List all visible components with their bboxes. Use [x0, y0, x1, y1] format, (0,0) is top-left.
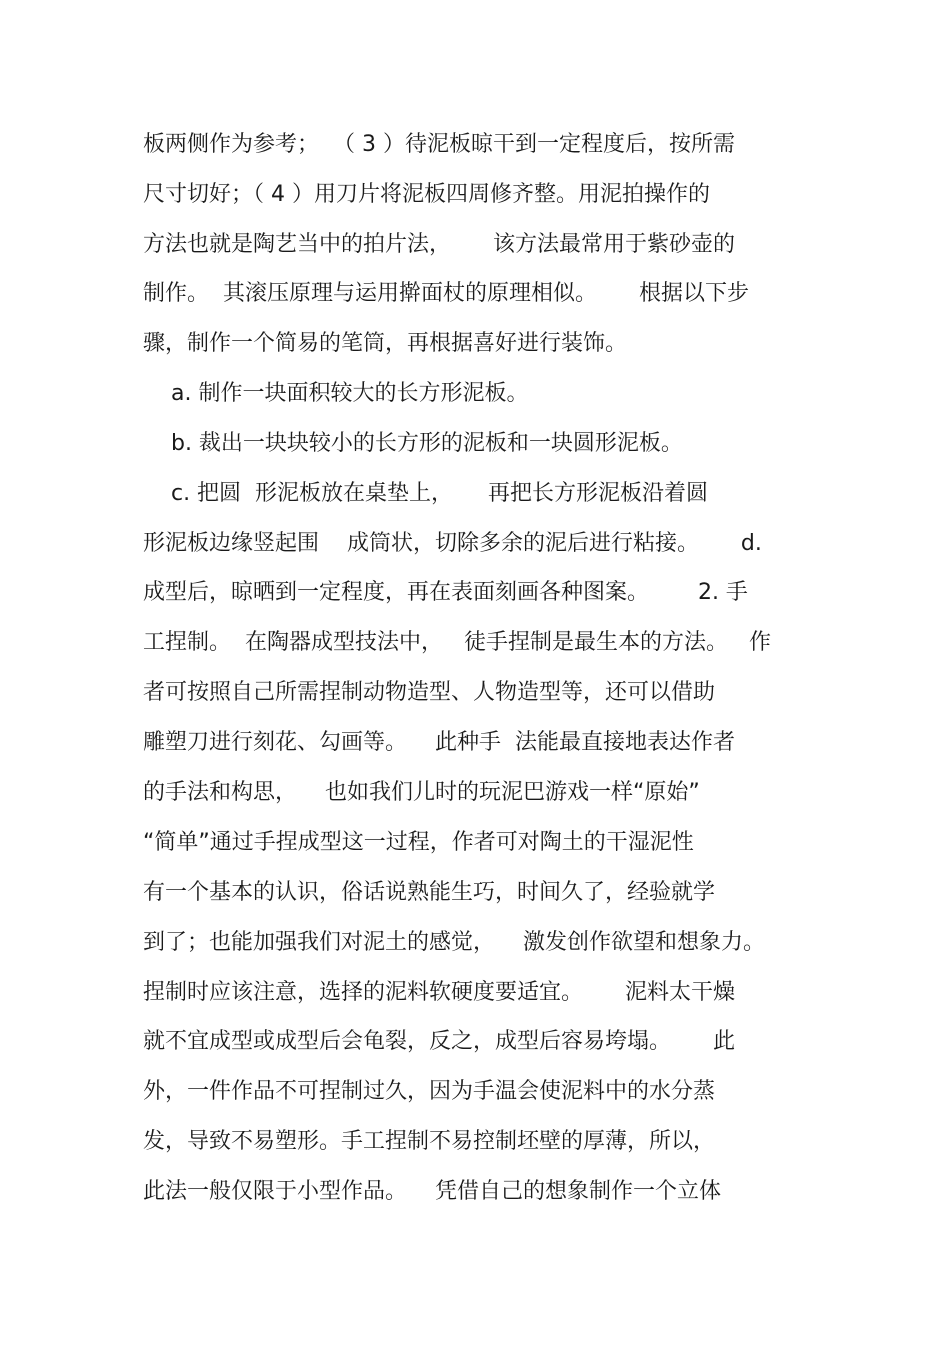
- text-line: 形泥板边缘竖起围 成筒状，切除多余的泥后进行粘接。 d.: [143, 531, 762, 556]
- text-line: 雕塑刀进行刻花、勾画等。 此种手 法能最直接地表达作者: [143, 730, 735, 755]
- text-line: 有一个基本的认识，俗话说熟能生巧，时间久了，经验就学: [143, 880, 716, 905]
- text-line: 发，导致不易塑形。手工捏制不易控制坯壁的厚薄，所以，: [143, 1129, 716, 1154]
- text-line: “简单”通过手捏成型这一过程，作者可对陶土的干湿泥性: [143, 830, 694, 855]
- text-line: 尺寸切好；（ 4 ）用刀片将泥板四周修齐整。用泥拍操作的: [143, 182, 710, 207]
- text-line: a. 制作一块面积较大的长方形泥板。: [143, 381, 529, 406]
- text-line: 成型后，晾晒到一定程度，再在表面刻画各种图案。 2. 手: [143, 580, 748, 605]
- text-line: 板两侧作为参考； （ 3 ）待泥板晾干到一定程度后，按所需: [143, 132, 735, 157]
- text-line: 的手法和构思， 也如我们儿时的玩泥巴游戏一样“原始”: [143, 780, 700, 805]
- text-line: 骤，制作一个简易的笔筒，再根据喜好进行装饰。: [143, 331, 628, 356]
- text-line: c. 把圆 形泥板放在桌垫上， 再把长方形泥板沿着圆: [143, 481, 709, 506]
- text-line: 就不宜成型或成型后会龟裂，反之，成型后容易垮塌。 此: [143, 1029, 735, 1054]
- text-line: b. 裁出一块块较小的长方形的泥板和一块圆形泥板。: [143, 431, 683, 456]
- text-line: 工捏制。 在陶器成型技法中， 徒手捏制是最生本的方法。 作: [143, 630, 771, 655]
- text-line: 到了；也能加强我们对泥土的感觉， 激发创作欲望和想象力。: [143, 930, 765, 955]
- text-line: 者可按照自己所需捏制动物造型、人物造型等，还可以借助: [143, 680, 716, 705]
- text-line: 捏制时应该注意，选择的泥料软硬度要适宜。 泥料太干燥: [143, 980, 735, 1005]
- text-line: 外，一件作品不可捏制过久，因为手温会使泥料中的水分蒸: [143, 1079, 716, 1104]
- text-line: 制作。 其滚压原理与运用擀面杖的原理相似。 根据以下步: [143, 281, 749, 306]
- text-line: 此法一般仅限于小型作品。 凭借自己的想象制作一个立体: [143, 1179, 721, 1204]
- text-line: 方法也就是陶艺当中的拍片法， 该方法最常用于紫砂壶的: [143, 232, 735, 257]
